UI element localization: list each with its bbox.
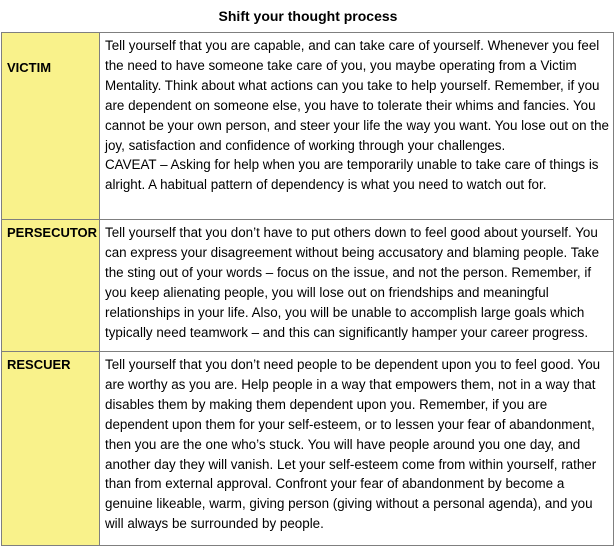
row-label-rescuer: RESCUER [2,352,100,546]
table-row-victim [2,33,614,220]
row-paragraph: Tell yourself that you don’t have to put others down to feel good about yourself. You can express your disagreement without being accusatory and blaming people. Take the sting out of your words – focus on the issue, and not the person. Remember, if you keep alienating people, you will lose out on friendships and meaningful relationships in your life. Also, you will be unable to accomplish large goals which typically need teamwork – and this can significantly hamper your career progress. [105,225,600,340]
page-title: Shift your thought process [218,8,398,24]
row-paragraph: Tell yourself that you are capable, and can take care of yourself. Whenever you feel the need to have someone take care of you, you maybe operating from a Victim Mentality. Think about what actions can you take to help yourself. Remember, if you are dependent on someone else, you have to tolerate their whims and fancies. You cannot be your own person, and steer your life the way you want. You lose out on the joy, satisfaction and confidence of working through your challenges. [105,38,609,153]
caveat-paragraph: CAVEAT – Asking for help when you are temporarily unable to take care of things is alright. A habitual pattern of dependency is what you need to watch out for. [105,157,599,193]
table-row-rescuer [2,352,614,546]
row-label-persecutor: PERSECUTOR [2,220,100,352]
thought-process-table [1,32,614,546]
row-label-victim: VICTIM [2,33,100,220]
table-row-persecutor [2,220,614,352]
row-text-victim [100,33,614,220]
row-paragraph: Tell yourself that you don’t need people to be dependent upon you to feel good. You are worthy as you are. Help people in a way that empowers them, not in a way that disables them by making them dependent upon you. Remember, if you are dependent upon them for your self-esteem, or to lessen your fear of abandonment, then you are the one who’s stuck. You will have people around you one day, and another day they will vanish. Let your self-esteem come from within yourself, rather than from external approval. Confront your fear of abandonment by become a genuine likeable, warm, giving person (giving without a personal agenda), and you will always be surrounded by people. [105,357,601,532]
row-text-persecutor [100,220,614,352]
row-text-rescuer [100,352,614,546]
